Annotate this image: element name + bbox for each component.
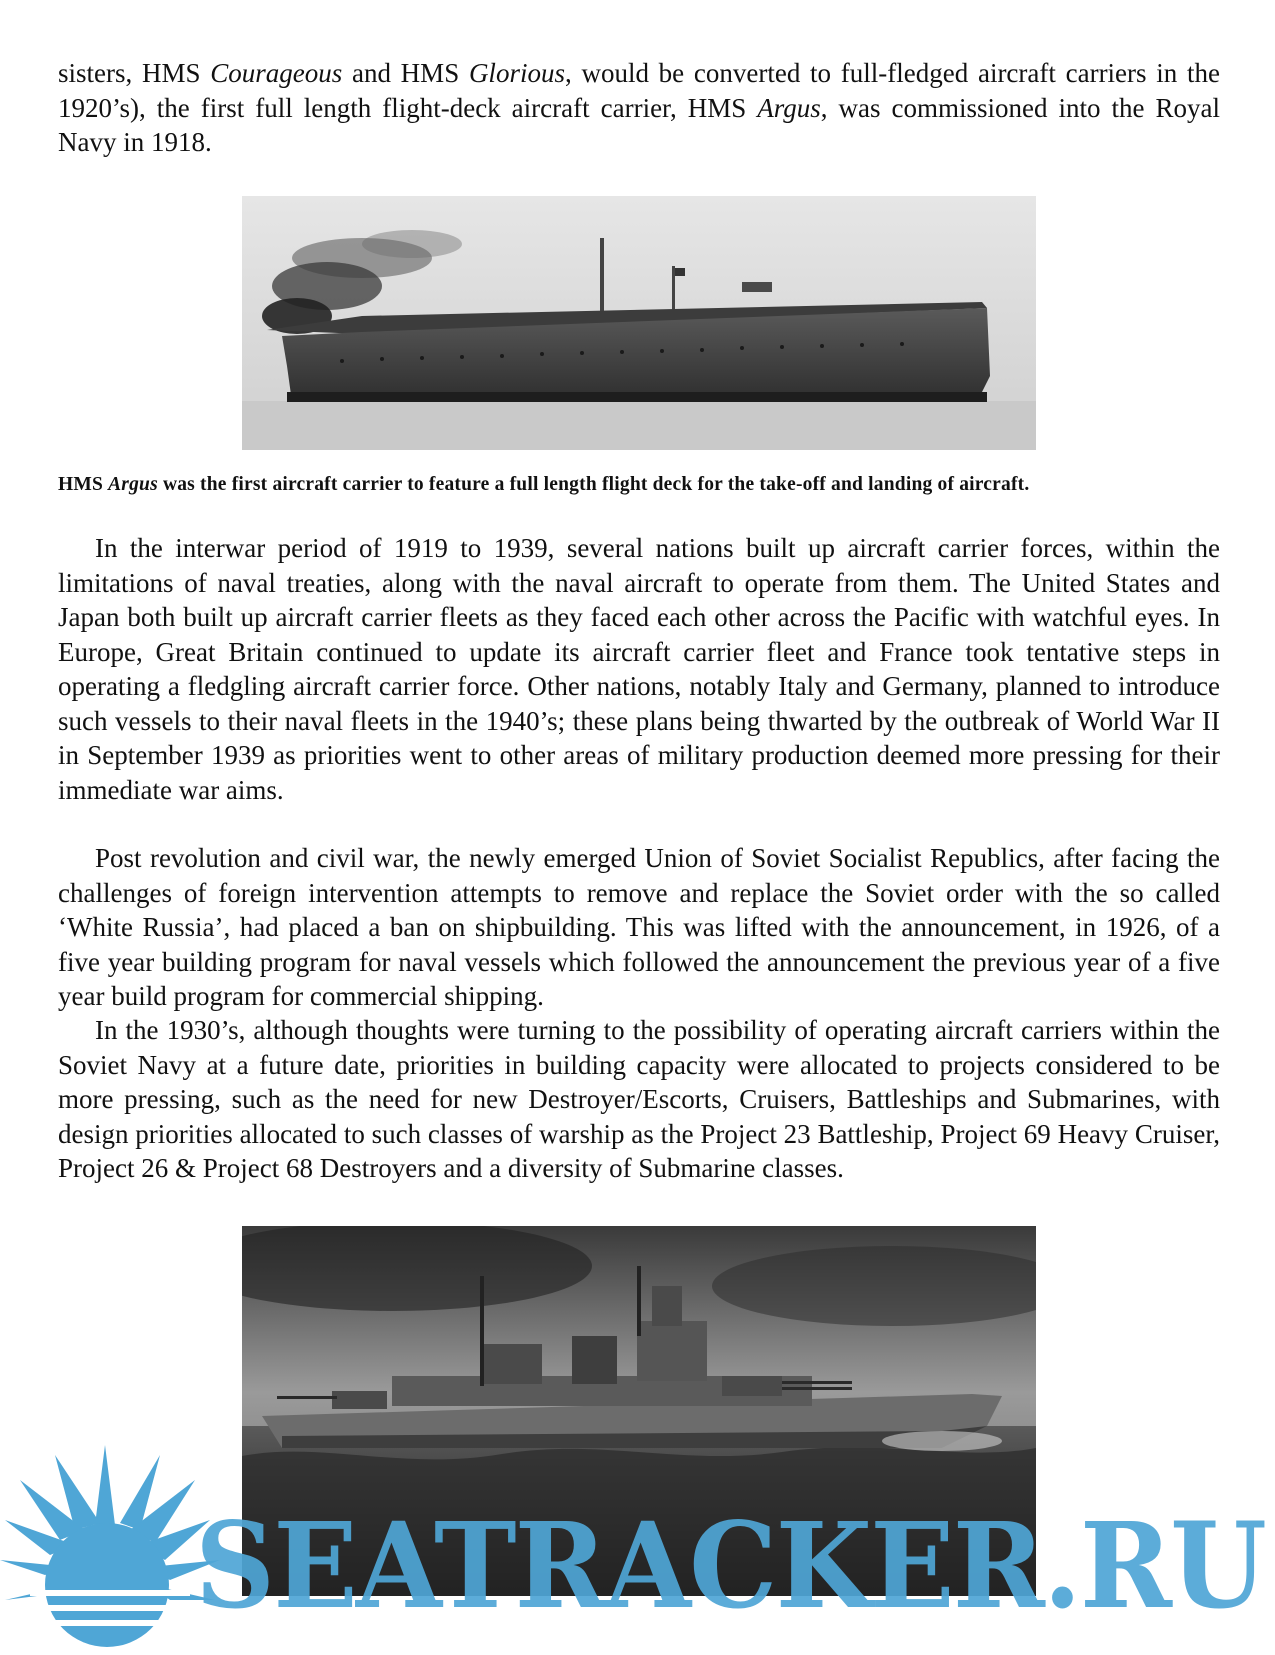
text-run: HMS xyxy=(58,474,109,495)
paragraph-1930s: In the 1930’s, although thoughts were turning to the possibility of operating aircraft carriers within the Soviet Navy at a future date, priorities in building capacity were allocated to projects considered to be more pressing, such as the need for new Destroyer/Escorts, Cruisers, Battleships and Submarines, with design priorities allocated to such classes of warship as the Project 23 Battleship, Project 69 Heavy Cruiser, Project 26 & Project 68 Destroyers and a diversity of Submarine classes. xyxy=(58,1015,1220,1183)
text-run: , would be converted to full-fledged aircraft carriers in the 1920’s), the first full length flight-deck aircraft carrier, HMS xyxy=(58,58,1220,123)
text-run: was the first aircraft carrier to feature a full length flight deck for the take-off and landing of aircraft. xyxy=(157,474,1030,495)
watermark-text: SEATRACKER.RU xyxy=(195,1496,1266,1635)
paragraph-interwar: In the interwar period of 1919 to 1939, several nations built up aircraft carrier forces, within the limitations of naval treaties, along with the naval aircraft to operate from them. The United States and Japan both built up aircraft carrier fleets as they faced each other across the Pacific with watchful eyes. In Europe, Great Britain continued to update its aircraft carrier fleet and France took tentative steps in operating a fledgling aircraft carrier force. Other nations, notably Italy and Germany, planned to introduce such vessels to their naval fleets in the 1940’s; these plans being thwarted by the outbreak of World War II in September 1939 as priorities went to other areas of military production deemed more pressing for their immediate war aims. xyxy=(58,533,1220,805)
text-run: , was commissioned into the Royal Navy in 1918. xyxy=(58,92,1220,157)
photo-hms-argus xyxy=(242,196,1036,450)
ship-name-glorious: Glorious xyxy=(468,58,565,88)
text-run: sisters, HMS xyxy=(58,58,211,88)
figure-caption xyxy=(58,474,1228,496)
text-run: and HMS xyxy=(342,58,469,88)
ship-name-argus: Argus xyxy=(757,92,821,123)
caption-ship-name: Argus xyxy=(108,474,158,495)
watermark-logo xyxy=(0,1435,1275,1650)
sun-icon xyxy=(0,1445,220,1647)
ship-name-courageous: Courageous xyxy=(210,58,343,88)
paragraph-soviet-shipbuilding: Post revolution and civil war, the newly emerged Union of Soviet Socialist Republics, after facing the challenges of foreign intervention attempts to remove and replace the Soviet order with the so called ‘White Russia’, had placed a ban on shipbuilding. This was lifted with the announcement, in 1926, of a five year building program for naval vessels which followed the announcement the previous year of a five year build program for commercial shipping. xyxy=(58,843,1220,1011)
paragraph-intro xyxy=(58,56,1220,160)
